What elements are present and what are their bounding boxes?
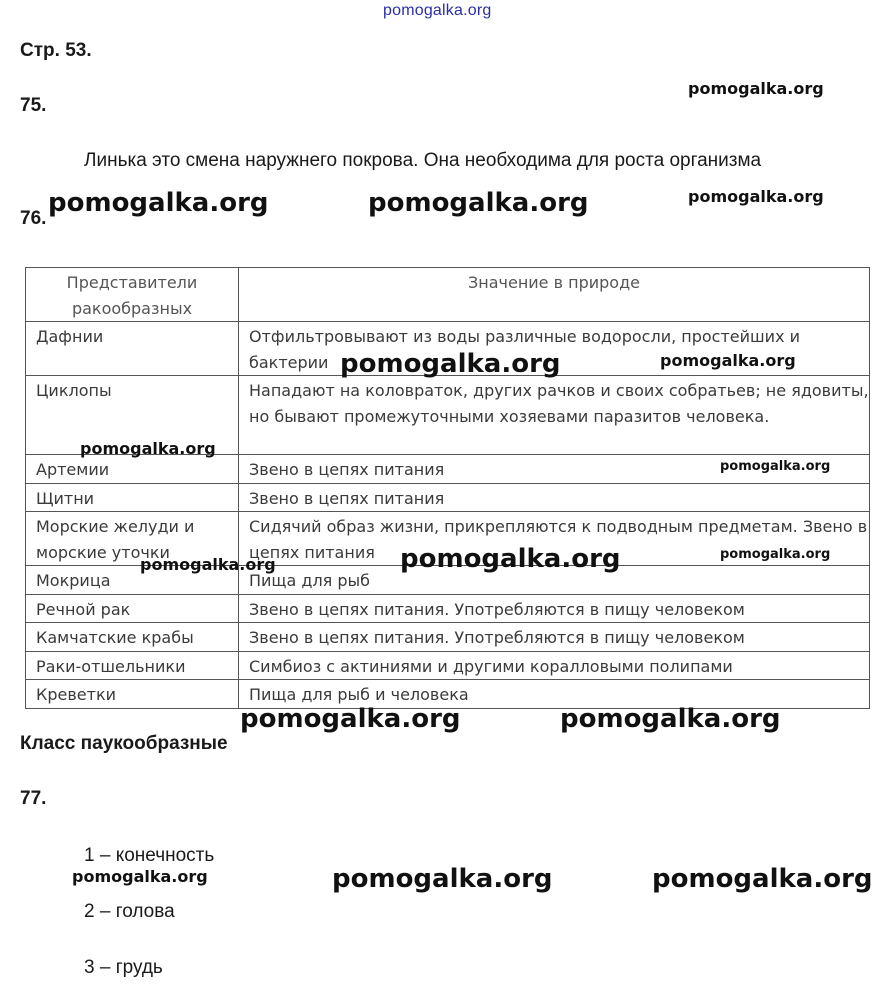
watermark: pomogalka.org	[720, 547, 831, 562]
table-cell-value: Сидячий образ жизни, прикрепляются к подводным предметам. Звено в цепях питания	[239, 512, 870, 566]
watermark: pomogalka.org	[140, 555, 276, 574]
table-header-row	[26, 268, 870, 322]
table-row	[26, 483, 870, 512]
watermark: pomogalka.org	[560, 704, 781, 734]
table-header-cell: Представители ракообразных	[26, 268, 239, 322]
list-item: 2 – голова	[84, 901, 175, 922]
list-item: 1 – конечность	[84, 845, 215, 866]
watermark: pomogalka.org	[720, 459, 831, 474]
crustaceans-table	[25, 267, 870, 709]
page-header: Стр. 53.	[20, 40, 92, 61]
table-cell-value: Пища для рыб	[239, 566, 870, 595]
task-76-number: 76.	[20, 208, 47, 229]
watermark: pomogalka.org	[652, 864, 873, 894]
table-cell-name: Морские желуди и морские уточки	[26, 512, 239, 566]
table-row	[26, 651, 870, 680]
watermark: pomogalka.org	[688, 79, 824, 98]
table-cell-name: Дафнии	[26, 322, 239, 376]
table-row	[26, 594, 870, 623]
watermark: pomogalka.org	[48, 188, 269, 218]
table-cell-value: Нападают на коловраток, других рачков и своих собратьев; не ядовиты, но бывают промежуточными хозяевами паразитов человека.	[239, 376, 870, 455]
table-cell-name: Циклопы	[26, 376, 239, 455]
watermark: pomogalka.org	[400, 544, 621, 574]
top-watermark: pomogalka.org	[383, 2, 492, 19]
table-cell-name: Камчатские крабы	[26, 623, 239, 652]
table-cell-name: Раки-отшельники	[26, 651, 239, 680]
table-cell-value: Пища для рыб и человека	[239, 680, 870, 709]
table-cell-value: Звено в цепях питания	[239, 483, 870, 512]
table-cell-value: Звено в цепях питания. Употребляются в пищу человеком	[239, 594, 870, 623]
task-77-number: 77.	[20, 788, 47, 809]
table-cell-value: Звено в цепях питания	[239, 455, 870, 484]
task-75-number: 75.	[20, 95, 47, 116]
table-cell-value: Отфильтровывают из воды различные водоросли, простейших и бактерии	[239, 322, 870, 376]
watermark: pomogalka.org	[660, 351, 796, 370]
table-cell-name: Артемии	[26, 455, 239, 484]
table-cell-name: Щитни	[26, 483, 239, 512]
table-cell-value: Звено в цепях питания. Употребляются в пищу человеком	[239, 623, 870, 652]
table-cell-value: Симбиоз с актиниями и другими коралловыми полипами	[239, 651, 870, 680]
table-cell-name: Мокрица	[26, 566, 239, 595]
watermark: pomogalka.org	[72, 867, 208, 886]
watermark: pomogalka.org	[340, 349, 561, 379]
section-title: Класс паукообразные	[20, 733, 228, 754]
watermark: pomogalka.org	[688, 187, 824, 206]
watermark: pomogalka.org	[332, 864, 553, 894]
watermark: pomogalka.org	[240, 704, 461, 734]
watermark: pomogalka.org	[80, 439, 216, 458]
table-cell-name: Речной рак	[26, 594, 239, 623]
table-cell-name: Креветки	[26, 680, 239, 709]
table-header-cell: Значение в природе	[239, 268, 870, 322]
list-item: 3 – грудь	[84, 957, 163, 978]
task-75-answer: Линька это смена наружнего покрова. Она необходима для роста организма	[84, 150, 762, 171]
watermark: pomogalka.org	[368, 188, 589, 218]
table-row	[26, 623, 870, 652]
